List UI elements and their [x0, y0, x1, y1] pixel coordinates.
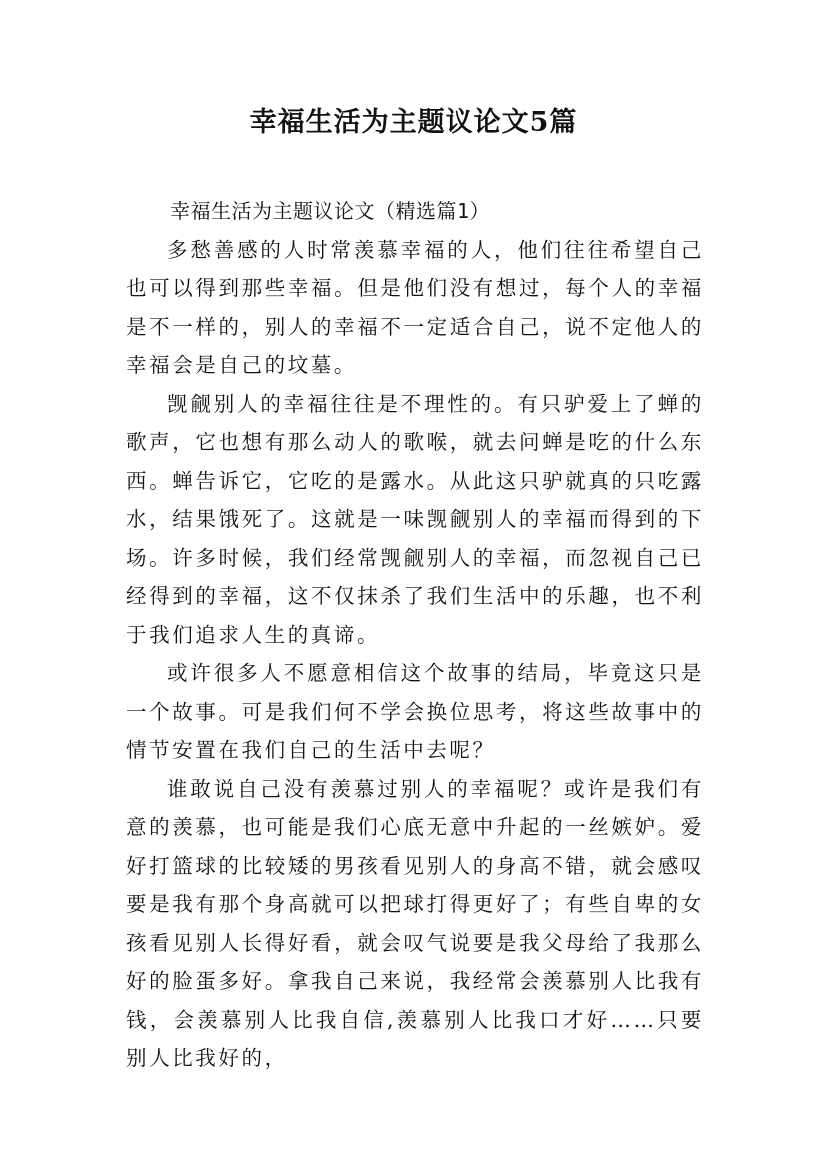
paragraph-4: 谁敢说自己没有羡慕过别人的幸福呢？或许是我们有意的羡慕，也可能是我们心底无意中升起的一丝嫉妒。爱好打篮球的比较矮的男孩看见别人的身高不错，就会感叹要是我有那个身高就可以把球打得更好了；有些自卑的女孩看见别人长得好看，就会叹气说要是我父母给了我那么好的脸蛋多好。拿我自己来说，我经常会羡慕别人比我有钱，会羡慕别人比我自信,羡慕别人比我口才好……只要别人比我好的， — [126, 776, 704, 1070]
document-title: 幸福生活为主题议论文5篇 — [249, 107, 578, 138]
paragraph-2: 觊觎别人的幸福往往是不理性的。有只驴爱上了蝉的歌声，它也想有那么动人的歌喉，就去问蝉是吃的什么东西。蝉告诉它，它吃的是露水。从此这只驴就真的只吃露水，结果饿死了。这就是一味觊觎别人的幸福而得到的下场。许多时候，我们经常觊觎别人的幸福，而忽视自己已经得到的幸福，这不仅抹杀了我们生活中的乐趣，也不利于我们追求人生的真谛。 — [126, 391, 704, 647]
document-body — [126, 192, 704, 1078]
section-subtitle: 幸福生活为主题议论文（精选篇1） — [170, 199, 491, 223]
paragraph-1: 多愁善感的人时常羡慕幸福的人，他们往往希望自己也可以得到那些幸福。但是他们没有想过，每个人的幸福是不一样的，别人的幸福不一定适合自己，说不定他人的幸福会是自己的坟墓。 — [126, 237, 704, 377]
paragraph-3: 或许很多人不愿意相信这个故事的结局，毕竟这只是一个故事。可是我们何不学会换位思考，将这些故事中的情节安置在我们自己的生活中去呢？ — [126, 661, 704, 762]
